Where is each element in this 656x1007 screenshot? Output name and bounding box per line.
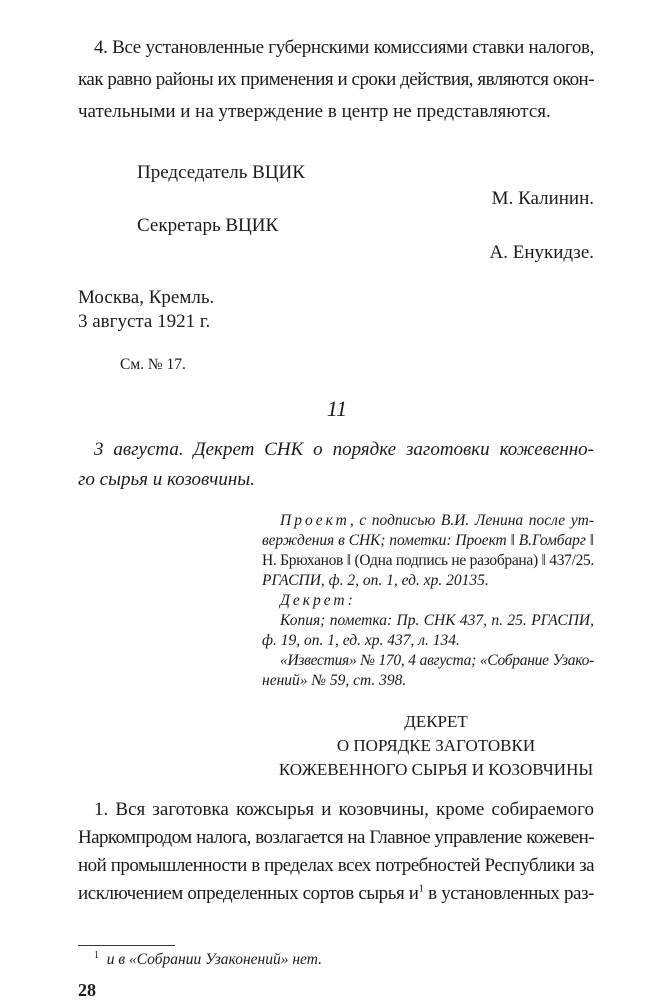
source-line: Н. Брюханов ‖ (Одна подпись не разобрана) ‖ 437/25. bbox=[262, 552, 594, 569]
text-line: чательными и на утверждение в центр не представляются. bbox=[78, 101, 551, 122]
document-title-line: го сырья и козовчины. bbox=[78, 469, 255, 490]
source-line: РГАСПИ, ф. 2, оп. 1, ед. хр. 20135. bbox=[262, 572, 489, 589]
text-line: 1. Вся заготовка кожсырья и козовчины, кроме собираемого bbox=[94, 799, 594, 820]
date: 3 августа 1921 г. bbox=[78, 311, 211, 332]
source-line bbox=[280, 511, 594, 531]
text-line bbox=[78, 882, 594, 906]
document-title-line: 3 августа. Декрет СНК о порядке заготовки кожевенно- bbox=[94, 439, 594, 460]
source-line: ф. 19, оп. 1, ед. хр. 437, л. 134. bbox=[262, 632, 460, 649]
page-number: 28 bbox=[78, 980, 96, 1000]
footnote bbox=[94, 950, 322, 970]
source-text: , с подписью В.И. Ленина после ут- bbox=[349, 512, 594, 529]
chair-name: М. Калинин. bbox=[491, 188, 594, 209]
text-line: как равно районы их применения и сроки действия, являются окон- bbox=[78, 69, 594, 90]
document-number: 11 bbox=[326, 396, 348, 421]
see-reference: См. № 17. bbox=[120, 356, 186, 373]
source-label: Декрет: bbox=[280, 592, 356, 609]
text-line: 4. Все установленные губернскими комиссиями ставки налогов, bbox=[94, 37, 594, 58]
footnote-text: и в «Собрании Узаконений» нет. bbox=[106, 951, 322, 968]
heading-line: О ПОРЯДКЕ ЗАГОТОВКИ bbox=[336, 736, 536, 755]
footnote-mark: 1 bbox=[418, 882, 424, 895]
source-label: Проект bbox=[280, 512, 350, 529]
secretary-name: А. Енукидзе. bbox=[489, 242, 594, 263]
text-line: Наркомпродом налога, возлагается на Главное управление кожевен- bbox=[78, 827, 594, 848]
place: Москва, Кремль. bbox=[78, 287, 215, 308]
footnote-rule bbox=[78, 945, 175, 946]
source-line: верждения в СНК; пометки: Проект ‖ В.Гомбарг ‖ bbox=[262, 532, 594, 549]
chair-title: Председатель ВЦИК bbox=[137, 162, 305, 183]
heading-line: ДЕКРЕТ bbox=[404, 712, 468, 731]
text-line: ной промышленности в пределах всех потребностей Республики за bbox=[78, 855, 594, 876]
source-line: «Известия» № 170, 4 августа; «Собрание Узако- bbox=[280, 652, 594, 669]
heading-line: КОЖЕВЕННОГО СЫРЬЯ И КОЗОВЧИНЫ bbox=[278, 760, 594, 779]
text: исключением определенных сортов сырья и bbox=[78, 883, 419, 904]
secretary-title: Секретарь ВЦИК bbox=[137, 215, 279, 236]
text: в установленных раз- bbox=[423, 883, 594, 904]
source-line: нений» № 59, ст. 398. bbox=[262, 672, 407, 689]
footnote-mark: 1 bbox=[94, 949, 99, 961]
source-line: Копия; пометка: Пр. СНК 437, п. 25. РГАСПИ, bbox=[280, 612, 594, 629]
